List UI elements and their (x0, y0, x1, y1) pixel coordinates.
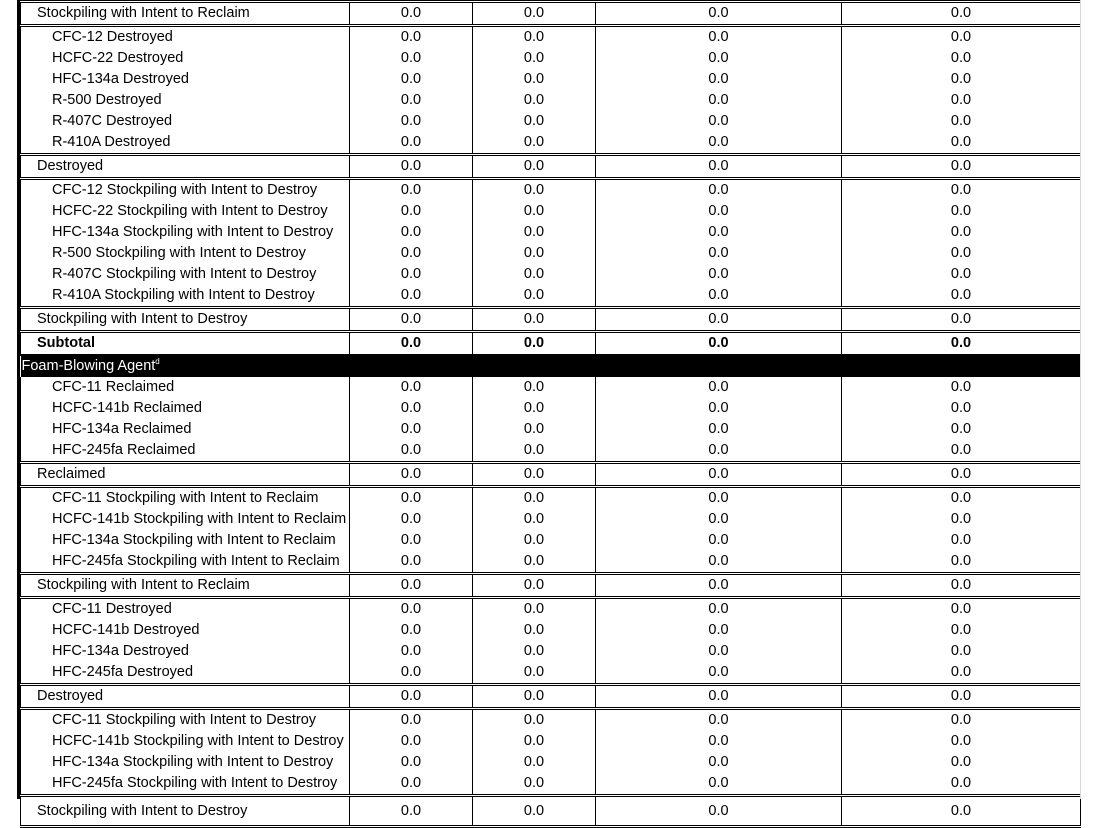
row-label: Destroyed (21, 155, 350, 179)
row-label: HFC-134a Destroyed (21, 641, 350, 662)
row-label: R-410A Destroyed (21, 132, 350, 155)
value-cell: 0.0 (350, 731, 473, 752)
row-label: HFC-134a Destroyed (21, 69, 350, 90)
disposition-table (20, 0, 1081, 828)
value-cell: 0.0 (842, 509, 1081, 530)
value-cell: 0.0 (350, 132, 473, 155)
value-cell: 0.0 (350, 773, 473, 796)
value-cell: 0.0 (350, 463, 473, 487)
value-cell: 0.0 (350, 662, 473, 685)
value-cell: 0.0 (842, 773, 1081, 796)
value-cell: 0.0 (596, 155, 842, 179)
summary-row (21, 796, 1081, 827)
value-cell: 0.0 (842, 264, 1081, 285)
table-row (21, 264, 1081, 285)
value-cell: 0.0 (842, 155, 1081, 179)
value-cell: 0.0 (842, 179, 1081, 202)
table-row (21, 487, 1081, 510)
value-cell: 0.0 (596, 487, 842, 510)
value-cell: 0.0 (842, 2, 1081, 26)
value-cell: 0.0 (473, 398, 596, 419)
value-cell: 0.0 (473, 796, 596, 827)
value-cell: 0.0 (473, 48, 596, 69)
value-cell: 0.0 (473, 752, 596, 773)
value-cell: 0.0 (596, 509, 842, 530)
value-cell: 0.0 (596, 685, 842, 709)
value-cell: 0.0 (842, 530, 1081, 551)
row-label: CFC-12 Destroyed (21, 26, 350, 49)
value-cell: 0.0 (596, 419, 842, 440)
value-cell: 0.0 (473, 487, 596, 510)
value-cell: 0.0 (473, 440, 596, 463)
row-label: HFC-245fa Reclaimed (21, 440, 350, 463)
value-cell: 0.0 (473, 26, 596, 49)
value-cell: 0.0 (350, 264, 473, 285)
row-label: Stockpiling with Intent to Reclaim (21, 574, 350, 598)
value-cell: 0.0 (842, 69, 1081, 90)
value-cell: 0.0 (350, 90, 473, 111)
row-label: R-407C Stockpiling with Intent to Destroy (21, 264, 350, 285)
value-cell: 0.0 (350, 179, 473, 202)
value-cell: 0.0 (842, 641, 1081, 662)
value-cell: 0.0 (350, 796, 473, 827)
table-row (21, 201, 1081, 222)
value-cell: 0.0 (473, 2, 596, 26)
value-cell: 0.0 (596, 440, 842, 463)
value-cell: 0.0 (350, 243, 473, 264)
value-cell: 0.0 (473, 69, 596, 90)
table-row (21, 26, 1081, 49)
value-cell: 0.0 (350, 332, 473, 356)
document-page (17, 0, 1080, 819)
value-cell: 0.0 (842, 463, 1081, 487)
value-cell: 0.0 (473, 332, 596, 356)
table-row (21, 509, 1081, 530)
row-label: R-407C Destroyed (21, 111, 350, 132)
row-label: HCFC-22 Stockpiling with Intent to Destroy (21, 201, 350, 222)
value-cell: 0.0 (842, 132, 1081, 155)
value-cell: 0.0 (842, 440, 1081, 463)
row-label: HFC-134a Reclaimed (21, 419, 350, 440)
value-cell: 0.0 (596, 773, 842, 796)
value-cell: 0.0 (842, 111, 1081, 132)
section-title (21, 355, 1081, 377)
table-row (21, 111, 1081, 132)
row-label: R-410A Stockpiling with Intent to Destroy (21, 285, 350, 308)
value-cell: 0.0 (842, 620, 1081, 641)
value-cell: 0.0 (596, 179, 842, 202)
table-row (21, 398, 1081, 419)
table-row (21, 132, 1081, 155)
value-cell: 0.0 (473, 179, 596, 202)
value-cell: 0.0 (596, 662, 842, 685)
value-cell: 0.0 (350, 598, 473, 621)
value-cell: 0.0 (842, 222, 1081, 243)
table-row (21, 709, 1081, 732)
value-cell: 0.0 (842, 285, 1081, 308)
value-cell: 0.0 (350, 685, 473, 709)
value-cell: 0.0 (350, 155, 473, 179)
value-cell: 0.0 (842, 90, 1081, 111)
value-cell: 0.0 (596, 264, 842, 285)
section-title-text: Foam-Blowing Agent (21, 358, 156, 374)
row-label: HFC-245fa Destroyed (21, 662, 350, 685)
value-cell: 0.0 (596, 796, 842, 827)
value-cell: 0.0 (350, 201, 473, 222)
row-label: Reclaimed (21, 463, 350, 487)
value-cell: 0.0 (350, 574, 473, 598)
value-cell: 0.0 (596, 2, 842, 26)
value-cell: 0.0 (596, 111, 842, 132)
row-label: HCFC-141b Destroyed (21, 620, 350, 641)
value-cell: 0.0 (350, 419, 473, 440)
row-label: R-500 Stockpiling with Intent to Destroy (21, 243, 350, 264)
row-label: HCFC-141b Stockpiling with Intent to Reclaim (21, 509, 350, 530)
value-cell: 0.0 (596, 90, 842, 111)
value-cell: 0.0 (596, 308, 842, 332)
value-cell: 0.0 (596, 530, 842, 551)
value-cell: 0.0 (596, 752, 842, 773)
row-label: HCFC-141b Stockpiling with Intent to Destroy (21, 731, 350, 752)
value-cell: 0.0 (596, 620, 842, 641)
value-cell: 0.0 (842, 201, 1081, 222)
value-cell: 0.0 (350, 285, 473, 308)
value-cell: 0.0 (473, 463, 596, 487)
value-cell: 0.0 (473, 155, 596, 179)
table-row (21, 179, 1081, 202)
section-header-row (21, 355, 1081, 377)
value-cell: 0.0 (842, 377, 1081, 398)
table-row (21, 551, 1081, 574)
value-cell: 0.0 (350, 398, 473, 419)
value-cell: 0.0 (473, 709, 596, 732)
value-cell: 0.0 (842, 48, 1081, 69)
summary-row (21, 574, 1081, 598)
table-row (21, 440, 1081, 463)
row-label: HFC-245fa Stockpiling with Intent to Reclaim (21, 551, 350, 574)
value-cell: 0.0 (350, 709, 473, 732)
value-cell: 0.0 (350, 641, 473, 662)
value-cell: 0.0 (842, 731, 1081, 752)
value-cell: 0.0 (473, 685, 596, 709)
footnote-marker: d (155, 357, 160, 367)
value-cell: 0.0 (842, 662, 1081, 685)
row-label: CFC-11 Stockpiling with Intent to Reclaim (21, 487, 350, 510)
subtotal-row (21, 332, 1081, 356)
value-cell: 0.0 (596, 69, 842, 90)
value-cell: 0.0 (473, 308, 596, 332)
value-cell: 0.0 (842, 332, 1081, 356)
value-cell: 0.0 (842, 685, 1081, 709)
value-cell: 0.0 (350, 440, 473, 463)
row-label: Destroyed (21, 685, 350, 709)
value-cell: 0.0 (473, 377, 596, 398)
value-cell: 0.0 (596, 332, 842, 356)
value-cell: 0.0 (842, 398, 1081, 419)
table-row (21, 662, 1081, 685)
value-cell: 0.0 (473, 551, 596, 574)
row-label: Stockpiling with Intent to Reclaim (21, 2, 350, 26)
value-cell: 0.0 (842, 243, 1081, 264)
table-row (21, 377, 1081, 398)
value-cell: 0.0 (473, 598, 596, 621)
summary-row (21, 463, 1081, 487)
value-cell: 0.0 (596, 709, 842, 732)
value-cell: 0.0 (350, 620, 473, 641)
row-label: HFC-134a Stockpiling with Intent to Destroy (21, 222, 350, 243)
summary-row (21, 2, 1081, 26)
value-cell: 0.0 (596, 222, 842, 243)
value-cell: 0.0 (596, 731, 842, 752)
value-cell: 0.0 (842, 709, 1081, 732)
value-cell: 0.0 (350, 551, 473, 574)
row-label: Stockpiling with Intent to Destroy (21, 308, 350, 332)
value-cell: 0.0 (473, 201, 596, 222)
value-cell: 0.0 (842, 487, 1081, 510)
value-cell: 0.0 (596, 48, 842, 69)
value-cell: 0.0 (350, 377, 473, 398)
row-label: HCFC-141b Reclaimed (21, 398, 350, 419)
table-body (21, 2, 1081, 827)
table-row (21, 243, 1081, 264)
table-row (21, 222, 1081, 243)
row-label: CFC-11 Reclaimed (21, 377, 350, 398)
value-cell: 0.0 (596, 377, 842, 398)
table-row (21, 48, 1081, 69)
value-cell: 0.0 (596, 26, 842, 49)
value-cell: 0.0 (350, 111, 473, 132)
table-row (21, 598, 1081, 621)
value-cell: 0.0 (350, 752, 473, 773)
value-cell: 0.0 (842, 796, 1081, 827)
value-cell: 0.0 (473, 662, 596, 685)
table-row (21, 752, 1081, 773)
table-row (21, 419, 1081, 440)
value-cell: 0.0 (350, 48, 473, 69)
table-row (21, 731, 1081, 752)
value-cell: 0.0 (350, 69, 473, 90)
value-cell: 0.0 (473, 132, 596, 155)
value-cell: 0.0 (596, 463, 842, 487)
value-cell: 0.0 (473, 285, 596, 308)
value-cell: 0.0 (473, 731, 596, 752)
value-cell: 0.0 (350, 26, 473, 49)
value-cell: 0.0 (596, 285, 842, 308)
value-cell: 0.0 (473, 574, 596, 598)
value-cell: 0.0 (842, 26, 1081, 49)
summary-row (21, 685, 1081, 709)
value-cell: 0.0 (596, 398, 842, 419)
value-cell: 0.0 (350, 487, 473, 510)
value-cell: 0.0 (350, 222, 473, 243)
row-label: HFC-134a Stockpiling with Intent to Reclaim (21, 530, 350, 551)
row-label: CFC-11 Stockpiling with Intent to Destroy (21, 709, 350, 732)
value-cell: 0.0 (473, 419, 596, 440)
value-cell: 0.0 (473, 90, 596, 111)
value-cell: 0.0 (473, 222, 596, 243)
table-row (21, 285, 1081, 308)
value-cell: 0.0 (842, 308, 1081, 332)
table-row (21, 641, 1081, 662)
value-cell: 0.0 (473, 773, 596, 796)
value-cell: 0.0 (842, 752, 1081, 773)
value-cell: 0.0 (842, 419, 1081, 440)
row-label: HFC-245fa Stockpiling with Intent to Destroy (21, 773, 350, 796)
value-cell: 0.0 (350, 308, 473, 332)
value-cell: 0.0 (473, 111, 596, 132)
row-label: HCFC-22 Destroyed (21, 48, 350, 69)
value-cell: 0.0 (473, 530, 596, 551)
table-row (21, 773, 1081, 796)
value-cell: 0.0 (350, 2, 473, 26)
table-row (21, 90, 1081, 111)
value-cell: 0.0 (596, 201, 842, 222)
value-cell: 0.0 (596, 641, 842, 662)
row-label: R-500 Destroyed (21, 90, 350, 111)
value-cell: 0.0 (473, 509, 596, 530)
table-row (21, 530, 1081, 551)
row-label: Stockpiling with Intent to Destroy (21, 796, 350, 827)
table-row (21, 620, 1081, 641)
row-label: CFC-11 Destroyed (21, 598, 350, 621)
value-cell: 0.0 (842, 551, 1081, 574)
value-cell: 0.0 (473, 264, 596, 285)
value-cell: 0.0 (473, 641, 596, 662)
value-cell: 0.0 (596, 598, 842, 621)
value-cell: 0.0 (350, 530, 473, 551)
value-cell: 0.0 (842, 574, 1081, 598)
value-cell: 0.0 (350, 509, 473, 530)
vertical-scrollbar[interactable] (1080, 0, 1101, 799)
value-cell: 0.0 (596, 551, 842, 574)
value-cell: 0.0 (473, 620, 596, 641)
table-row (21, 69, 1081, 90)
value-cell: 0.0 (596, 132, 842, 155)
row-label: CFC-12 Stockpiling with Intent to Destroy (21, 179, 350, 202)
row-label: HFC-134a Stockpiling with Intent to Destroy (21, 752, 350, 773)
value-cell: 0.0 (596, 243, 842, 264)
summary-row (21, 155, 1081, 179)
row-label: Subtotal (21, 332, 350, 356)
value-cell: 0.0 (473, 243, 596, 264)
summary-row (21, 308, 1081, 332)
value-cell: 0.0 (596, 574, 842, 598)
value-cell: 0.0 (842, 598, 1081, 621)
